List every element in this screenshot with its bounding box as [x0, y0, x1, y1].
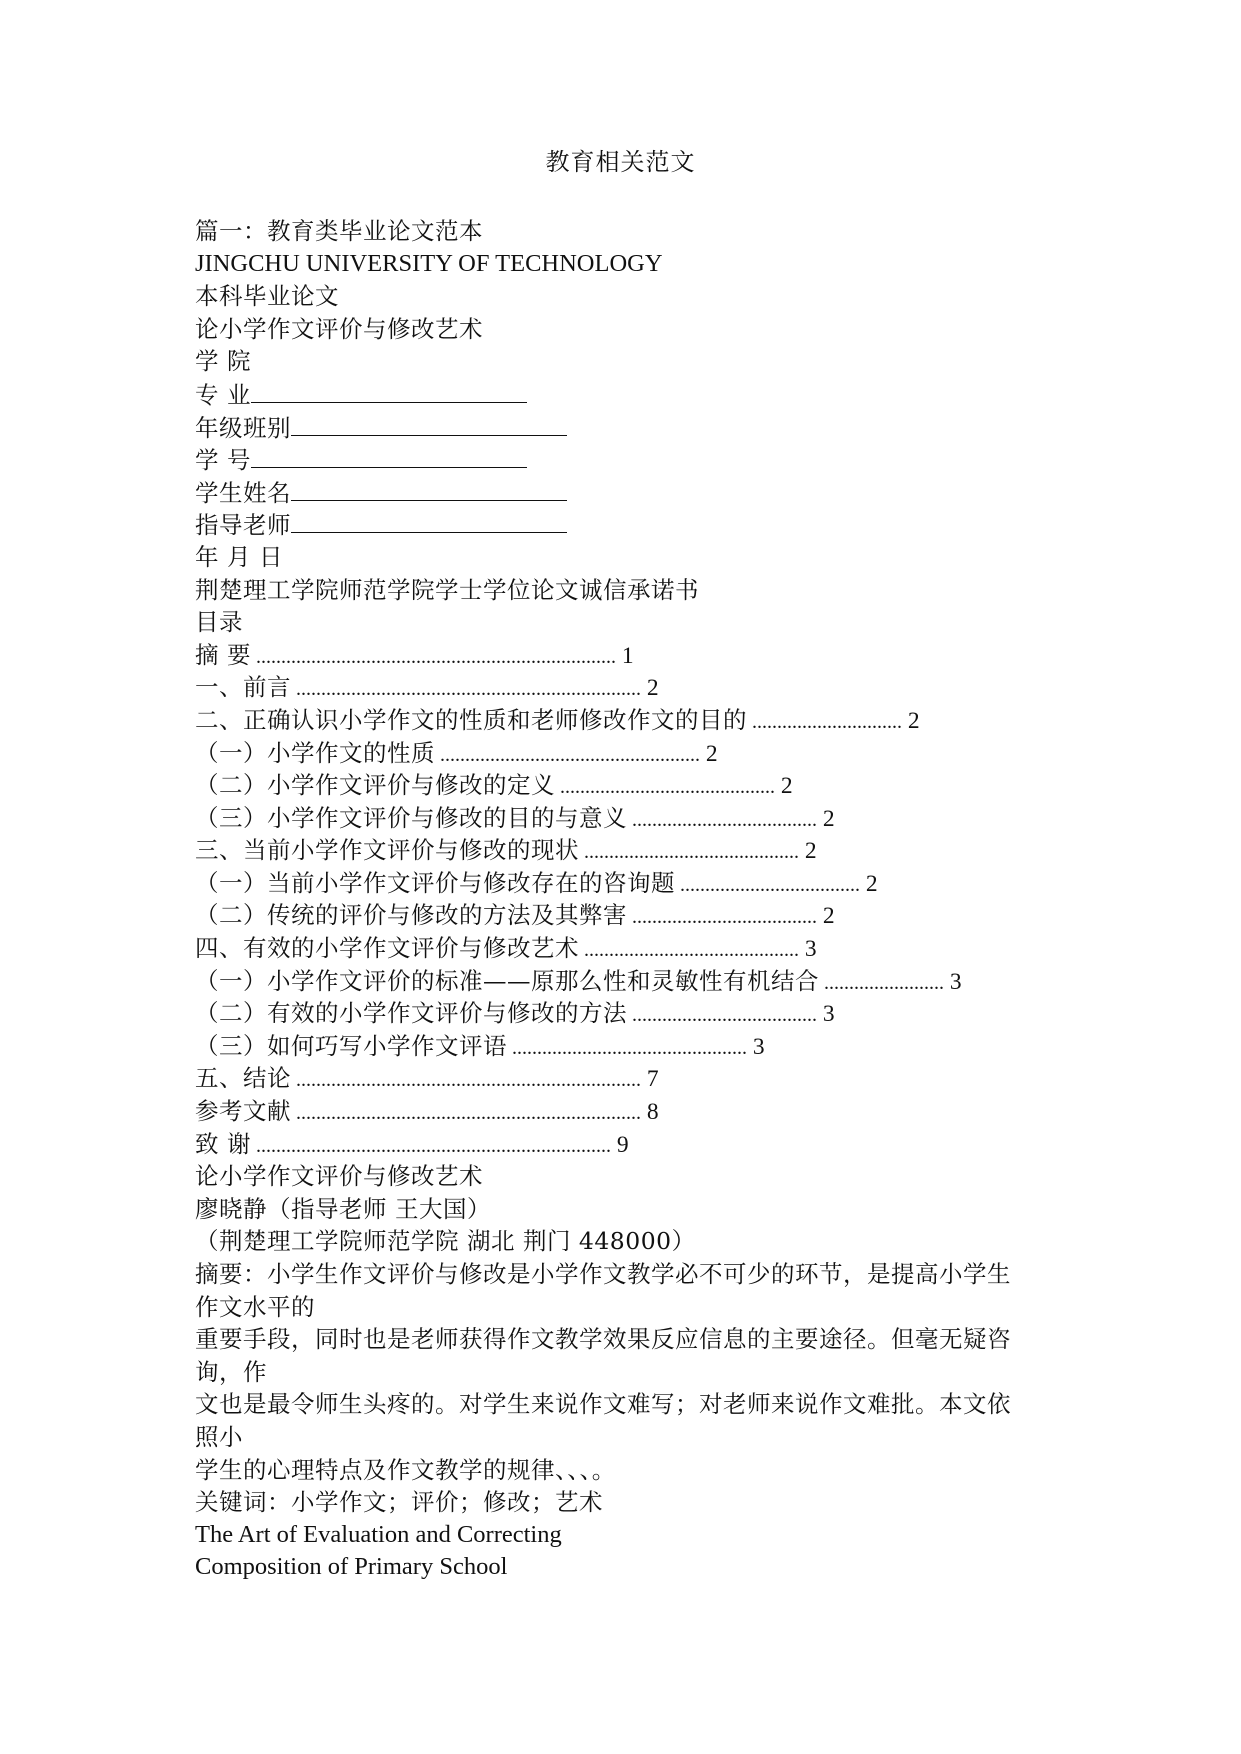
field-student-id-blank: [251, 443, 527, 468]
toc-entry-page: 7: [641, 1066, 659, 1093]
university-name-english: JINGCHU UNIVERSITY OF TECHNOLOGY: [195, 249, 663, 277]
abstract: [195, 1258, 1055, 1486]
toc-entry-leader: .....................................: [627, 808, 817, 831]
field-advisor-blank: [291, 508, 567, 533]
field-grade-class: [195, 411, 1055, 444]
toc-entry-label: （二）有效的小学作文评价与修改的方法: [195, 999, 627, 1028]
thesis-title: 论小学作文评价与修改艺术: [195, 314, 483, 343]
toc-entry-label: （三）小学作文评价与修改的目的与意义: [195, 803, 627, 832]
toc-entry-page: 2: [799, 838, 817, 865]
author-line: 廖晓静（指导老师 王大国）: [195, 1194, 491, 1223]
toc-entry: [195, 997, 1055, 1030]
abstract-line: 作文水平的: [195, 1292, 315, 1321]
abstract-line: 摘要：小学生作文评价与修改是小学作文教学必不可少的环节，是提高小学生: [195, 1260, 1011, 1288]
toc-entry-leader: ........................................................................: [250, 645, 616, 668]
toc-entry-leader: ...........................................: [579, 939, 799, 962]
toc-entry: [195, 899, 1055, 932]
toc-entry-label: （一）当前小学作文评价与修改存在的咨询题: [195, 868, 675, 897]
field-date: 年 月 日: [195, 542, 283, 571]
field-student-name-blank: [291, 476, 567, 501]
toc-entry: [195, 1030, 1055, 1063]
field-grade-class-blank: [291, 411, 567, 436]
abstract-line: 询，作: [195, 1357, 267, 1386]
field-student-id: [195, 443, 1055, 476]
toc-entry-leader: ...........................................: [555, 776, 775, 799]
document-title: 教育相关范文: [545, 148, 696, 176]
abstract-line: 文也是最令师生头疼的。对学生来说作文难写；对老师来说作文难批。本文依: [195, 1390, 1011, 1419]
toc-entry-page: 3: [747, 1033, 765, 1060]
toc-entry-label: 一、前言: [195, 673, 291, 702]
toc-entry-leader: .....................................: [627, 1004, 817, 1027]
field-major-label: 专 业: [195, 380, 251, 409]
field-college-label: 学 院: [195, 347, 251, 376]
toc-entry: [195, 932, 1055, 965]
toc-entry-label: 参考文献: [195, 1097, 291, 1126]
toc-entry-page: 8: [641, 1099, 659, 1126]
toc-entry-page: 3: [799, 936, 817, 963]
toc-entry-page: 3: [944, 968, 962, 995]
toc-entry-label: （三）如何巧写小学作文评语: [195, 1031, 507, 1060]
toc-entry-page: 2: [641, 675, 659, 702]
toc-entry: [195, 769, 1055, 802]
integrity-statement: 荆楚理工学院师范学院学士学位论文诚信承诺书: [195, 575, 699, 604]
toc-entry: [195, 671, 1055, 704]
toc-entry-label: 致 谢: [195, 1129, 251, 1158]
toc-entry-page: 3: [817, 1001, 835, 1028]
toc-entry-leader: .....................................................................: [291, 1069, 641, 1092]
toc-entry-leader: ..............................: [747, 710, 902, 733]
section-heading: 篇一：教育类毕业论文范本: [195, 217, 483, 245]
toc-entry: [195, 1062, 1055, 1095]
document-body: [195, 215, 1055, 1584]
toc-entry: [195, 704, 1055, 737]
field-advisor-label: 指导老师: [195, 511, 291, 540]
toc-entry: [195, 737, 1055, 770]
toc-entry-page: 9: [610, 1131, 629, 1158]
toc-entry-label: 四、有效的小学作文评价与修改艺术: [195, 934, 579, 963]
field-student-id-label: 学 号: [195, 446, 251, 475]
toc-entry-leader: ....................................: [675, 873, 860, 896]
english-title-line-2: Composition of Primary School: [195, 1553, 508, 1581]
toc-entry-page: 2: [700, 740, 718, 767]
toc-entry: [195, 639, 1055, 672]
toc-entry: [195, 1128, 1055, 1161]
field-student-name: [195, 476, 1055, 509]
field-college: [195, 345, 1055, 378]
toc-entry-leader: ........................: [819, 971, 944, 994]
toc-entry-leader: .......................................................................: [250, 1134, 611, 1157]
field-advisor: [195, 508, 1055, 541]
abstract-line: 照小: [195, 1422, 243, 1451]
field-major-blank: [251, 378, 527, 403]
toc-entry-label: （一）小学作文的性质: [195, 738, 435, 767]
toc-entry-label: 二、正确认识小学作文的性质和老师修改作文的目的: [195, 705, 747, 734]
toc-entry: [195, 802, 1055, 835]
toc-entry-page: 2: [817, 903, 835, 930]
toc-entry-leader: .....................................................................: [291, 1102, 641, 1125]
toc-entry-label: 三、当前小学作文评价与修改的现状: [195, 836, 579, 865]
table-of-contents: [195, 639, 1055, 1161]
toc-entry-leader: ....................................................: [435, 743, 700, 766]
paper-title: 论小学作文评价与修改艺术: [195, 1162, 483, 1191]
toc-entry-leader: .....................................................................: [291, 678, 641, 701]
toc-entry-page: 2: [902, 707, 920, 734]
field-major: [195, 378, 1055, 411]
toc-entry-page: 2: [860, 870, 878, 897]
field-student-name-label: 学生姓名: [195, 478, 291, 507]
field-grade-class-label: 年级班别: [195, 413, 291, 442]
toc-entry-label: （二）小学作文评价与修改的定义: [195, 771, 555, 800]
toc-entry-label: 五、结论: [195, 1064, 291, 1093]
toc-heading: 目录: [195, 608, 243, 637]
keywords: 关键词：小学作文；评价；修改；艺术: [195, 1488, 603, 1517]
affiliation-line: （荆楚理工学院师范学院 湖北 荆门 448000）: [195, 1227, 696, 1256]
toc-entry: [195, 867, 1055, 900]
toc-entry-leader: .....................................: [627, 906, 817, 929]
english-title-line-1: The Art of Evaluation and Correcting: [195, 1520, 562, 1548]
thesis-type: 本科毕业论文: [195, 282, 339, 311]
toc-entry: [195, 834, 1055, 867]
toc-entry-page: 2: [817, 805, 835, 832]
toc-entry-leader: ...............................................: [507, 1036, 747, 1059]
toc-entry-label: （一）小学作文评价的标准——原那么性和灵敏性有机结合: [195, 966, 819, 995]
toc-entry: [195, 1095, 1055, 1128]
toc-entry: [195, 965, 1055, 998]
toc-entry-leader: ...........................................: [579, 841, 799, 864]
abstract-line: 学生的心理特点及作文教学的规律、、、。: [195, 1455, 616, 1484]
toc-entry-label: 摘 要: [195, 640, 251, 669]
toc-entry-page: 1: [615, 642, 634, 669]
abstract-line: 重要手段，同时也是老师获得作文教学效果反应信息的主要途径。但毫无疑咨: [195, 1325, 1011, 1354]
toc-entry-label: （二）传统的评价与修改的方法及其弊害: [195, 901, 627, 930]
toc-entry-page: 2: [775, 773, 793, 800]
